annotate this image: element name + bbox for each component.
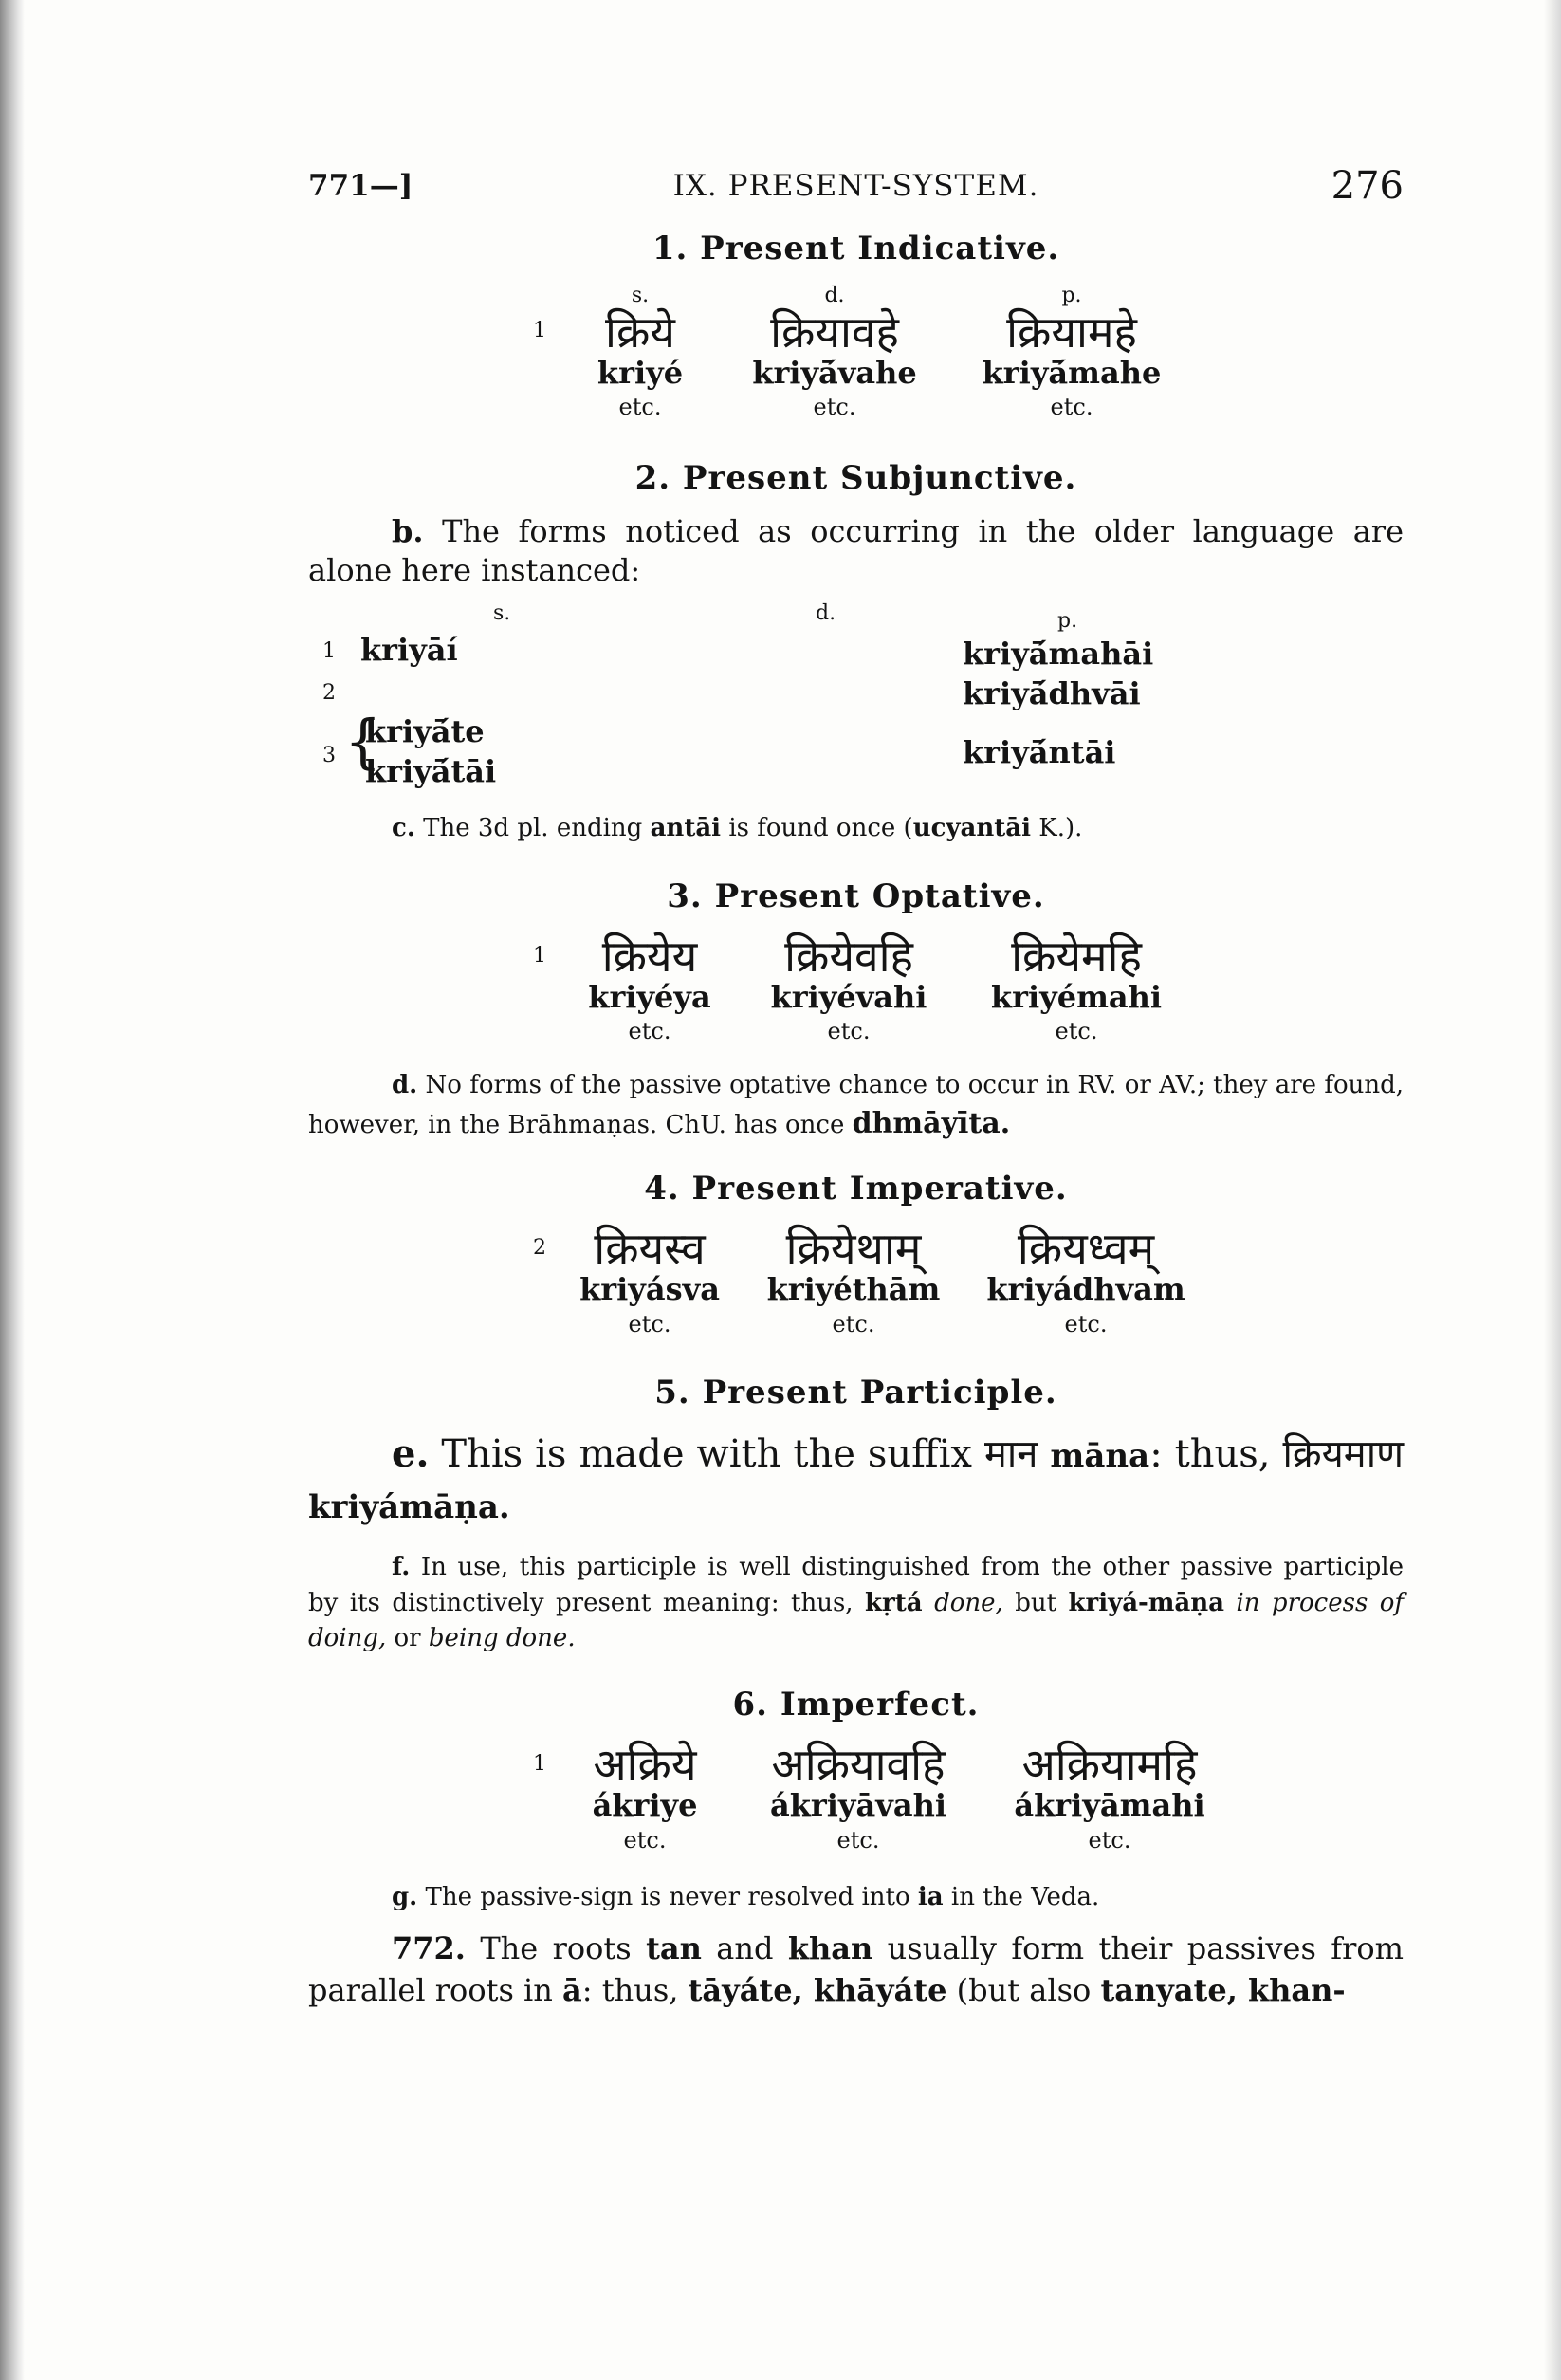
devanagari-form: क्रियेवहि <box>784 930 913 982</box>
etc-label: etc. <box>832 1310 875 1338</box>
person-number: 2 <box>322 680 336 705</box>
heading-present-participle: 5. Present Participle. <box>654 1373 1057 1411</box>
transliteration: kriyā́mahāi <box>963 635 1154 672</box>
etc-label: etc. <box>1088 1826 1131 1854</box>
heading-present-subjunctive: 2. Present Subjunctive. <box>634 458 1077 497</box>
note-c: c. The 3d pl. ending antāi is found once (ucyantāi K.). <box>392 813 1083 842</box>
transliteration: kriyā́te <box>365 712 485 749</box>
col-singular: s. <box>631 284 650 308</box>
person-number: 3 <box>322 743 336 767</box>
person-number: 1 <box>533 943 546 968</box>
transliteration: kriyádhvam <box>986 1270 1185 1307</box>
imperative-paradigm <box>503 1222 1404 1339</box>
col-plural: p. <box>1061 284 1082 308</box>
person-number: 1 <box>533 1751 546 1776</box>
page-number: 276 <box>1331 164 1404 208</box>
transliteration: kriyāí <box>360 631 458 668</box>
paragraph-772: 772. The roots tan and khan usually form their passives from parallel roots in ā: thus, tāyáte, khāyáte (but also tanyate, khan- <box>308 1929 1405 2009</box>
transliteration: kriyéya <box>588 978 711 1015</box>
devanagari-form: क्रियामहे <box>1006 305 1137 358</box>
devanagari-form: अक्रियामहि <box>1021 1739 1198 1791</box>
transliteration: ákriyāvahi <box>770 1787 946 1824</box>
note-f: f. In use, this participle is well distinguished from the other passive participle by its distinctively present meaning: thus, kṛtá done, but kriyá-māṇa in process of doing, or being done. <box>308 1552 1405 1653</box>
etc-label: etc. <box>813 394 856 421</box>
etc-label: etc. <box>836 1826 880 1854</box>
section-reference: 771—] <box>308 169 413 203</box>
note-e: e. This is made with the suffix मान māna: thus, क्रियमाण kriyámāṇa. <box>308 1430 1404 1526</box>
etc-label: etc. <box>827 1018 871 1045</box>
devanagari-form: क्रिये <box>605 305 675 358</box>
note-g: g. The passive-sign is never resolved into ia in the Veda. <box>392 1882 1100 1911</box>
person-number: 1 <box>322 638 336 663</box>
etc-label: etc. <box>1064 1310 1108 1338</box>
transliteration: kriyéthām <box>766 1270 941 1307</box>
devanagari-form: अक्रियावहि <box>771 1739 946 1791</box>
subjunctive-paradigm: s. d. p. 1 kriyāí kriyā́mahāi 2 kriyā́dhvāi 3 { kriyā́te kriyā́tāi kriyā́ntāi <box>308 600 1404 790</box>
devanagari-form: क्रियेय <box>601 930 698 982</box>
etc-label: etc. <box>1050 394 1093 421</box>
heading-present-imperative: 4. Present Imperative. <box>644 1169 1068 1208</box>
transliteration: kriyásva <box>579 1270 720 1307</box>
heading-imperfect: 6. Imperfect. <box>732 1686 980 1724</box>
page-edge-shadow <box>1544 0 1561 2380</box>
transliteration: kriyā́tāi <box>365 752 497 789</box>
brace: { <box>344 706 382 776</box>
devanagari-form: क्रियावहे <box>770 305 899 358</box>
devanagari-form: क्रियेथाम् <box>785 1222 922 1274</box>
transliteration: kriyémahi <box>990 978 1163 1015</box>
etc-label: etc. <box>628 1018 671 1045</box>
transliteration: kriyā́vahe <box>752 354 917 391</box>
imperfect-paradigm <box>503 1739 1404 1855</box>
etc-label: etc. <box>1055 1018 1098 1045</box>
person-number: 2 <box>533 1235 546 1260</box>
etc-label: etc. <box>628 1310 671 1338</box>
optative-paradigm <box>503 930 1404 1047</box>
book-page <box>308 161 1404 2012</box>
transliteration: kriyā́ntāi <box>963 733 1116 770</box>
transliteration: kriyā́mahe <box>982 354 1162 391</box>
heading-present-optative: 3. Present Optative. <box>667 876 1045 915</box>
transliteration: ákriyāmahi <box>1014 1787 1205 1824</box>
note-b: b. The forms noticed as occurring in the older language are alone here instanced: <box>308 512 1405 589</box>
devanagari-form: क्रियेमहि <box>1011 930 1142 982</box>
col-dual: d. <box>824 284 845 308</box>
transliteration: kriyé <box>597 354 684 391</box>
etc-label: etc. <box>623 1826 667 1854</box>
devanagari-form: क्रियस्व <box>594 1222 706 1274</box>
book-spine-shadow <box>0 0 25 2380</box>
indicative-paradigm <box>503 283 1404 422</box>
note-d: d. No forms of the passive optative chance to occur in RV. or AV.; they are found, however, in the Brāhmaṇas. ChU. has once dhmāyīta. <box>308 1070 1405 1141</box>
etc-label: etc. <box>618 394 662 421</box>
transliteration: kriyā́dhvāi <box>963 674 1141 711</box>
transliteration: kriyévahi <box>770 978 927 1015</box>
heading-present-indicative: 1. Present Indicative. <box>652 230 1060 268</box>
devanagari-form: क्रियध्वम् <box>1017 1222 1155 1274</box>
transliteration: ákriye <box>592 1787 698 1824</box>
person-number: 1 <box>533 319 546 343</box>
running-head <box>308 161 1404 228</box>
devanagari-form: अक्रिये <box>593 1739 697 1791</box>
chapter-title: IX. PRESENT-SYSTEM. <box>672 169 1039 203</box>
